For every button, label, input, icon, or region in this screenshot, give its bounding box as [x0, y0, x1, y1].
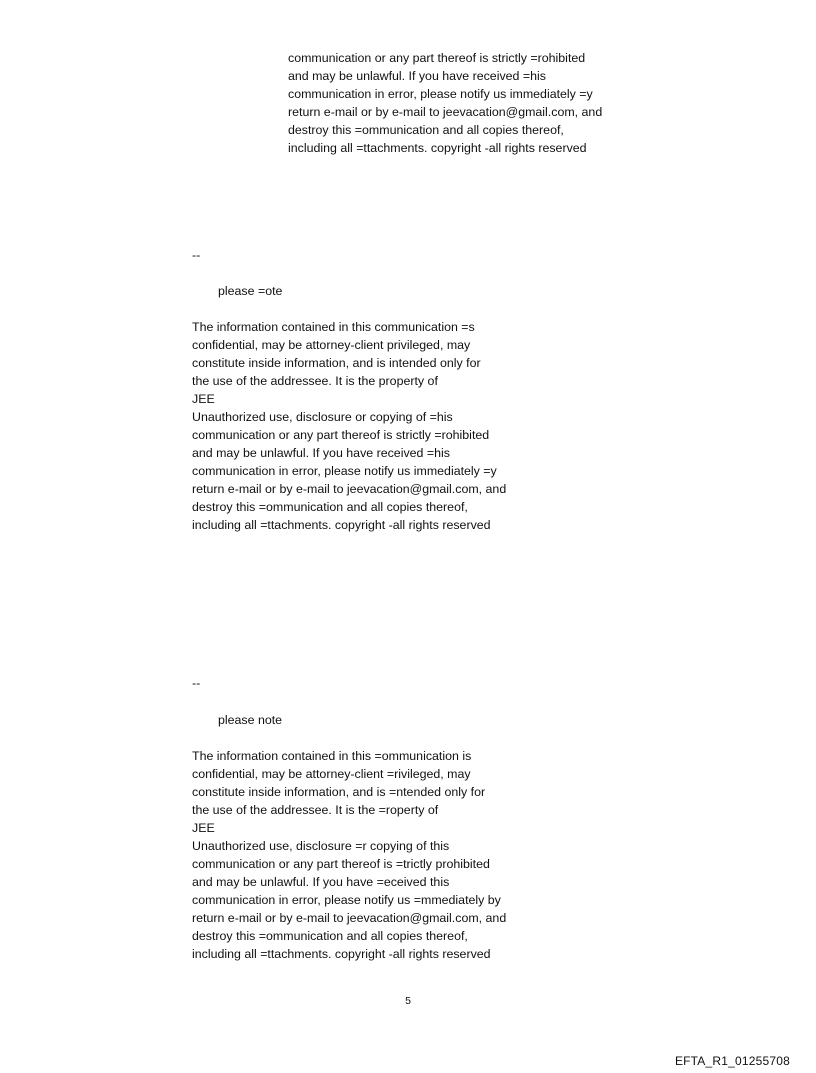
text-line: destroy this =ommunication and all copies thereof, [192, 500, 468, 514]
document-id: EFTA_R1_01255708 [674, 1054, 790, 1068]
text-line: JEE [192, 392, 215, 406]
text-line: including all =ttachments. copyright -all rights reserved [192, 518, 491, 532]
text-line: constitute inside information, and is intended only for [192, 356, 481, 370]
disclaimer-block-bottom [192, 747, 506, 963]
text-line: communication or any part thereof is strictly =rohibited [288, 51, 586, 65]
text-line: return e-mail or by e-mail to jeevacation@gmail.com, and [288, 105, 603, 119]
text-line: constitute inside information, and is =ntended only for [192, 785, 486, 799]
text-line: including all =ttachments. copyright -all rights reserved [192, 947, 491, 961]
text-line: Unauthorized use, disclosure or copying of =his [192, 410, 453, 424]
signature-separator: -- [192, 676, 201, 690]
text-line: return e-mail or by e-mail to jeevacation@gmail.com, and [192, 911, 507, 925]
disclaimer-block-top [288, 49, 602, 157]
note-heading: please note [218, 713, 283, 727]
text-line: communication or any part thereof is strictly =rohibited [192, 428, 490, 442]
text-line: and may be unlawful. If you have =eceived this [192, 875, 450, 889]
text-line: and may be unlawful. If you have received =his [288, 69, 546, 83]
text-line: confidential, may be attorney-client =rivileged, may [192, 767, 471, 781]
text-line: The information contained in this =ommunication is [192, 749, 472, 763]
page-number: 5 [405, 995, 411, 1007]
text-line: the use of the addressee. It is the =roperty of [192, 803, 439, 817]
text-line: destroy this =ommunication and all copies thereof, [192, 929, 468, 943]
text-line: destroy this =ommunication and all copies thereof, [288, 123, 564, 137]
text-line: communication in error, please notify us =mmediately by [192, 893, 501, 907]
text-line: and may be unlawful. If you have received =his [192, 446, 450, 460]
text-line: confidential, may be attorney-client privileged, may [192, 338, 471, 352]
text-line: Unauthorized use, disclosure =r copying of this [192, 839, 450, 853]
signature-separator: -- [192, 248, 201, 262]
text-line: return e-mail or by e-mail to jeevacation@gmail.com, and [192, 482, 507, 496]
text-line: The information contained in this communication =s [192, 320, 475, 334]
text-line: communication in error, please notify us immediately =y [192, 464, 497, 478]
note-heading: please =ote [218, 284, 283, 298]
disclaimer-block-middle [192, 318, 506, 534]
text-line: the use of the addressee. It is the property of [192, 374, 438, 388]
text-line: JEE [192, 821, 215, 835]
text-line: communication or any part thereof is =trictly prohibited [192, 857, 490, 871]
text-line: communication in error, please notify us immediately =y [288, 87, 593, 101]
text-line: including all =ttachments. copyright -all rights reserved [288, 141, 587, 155]
